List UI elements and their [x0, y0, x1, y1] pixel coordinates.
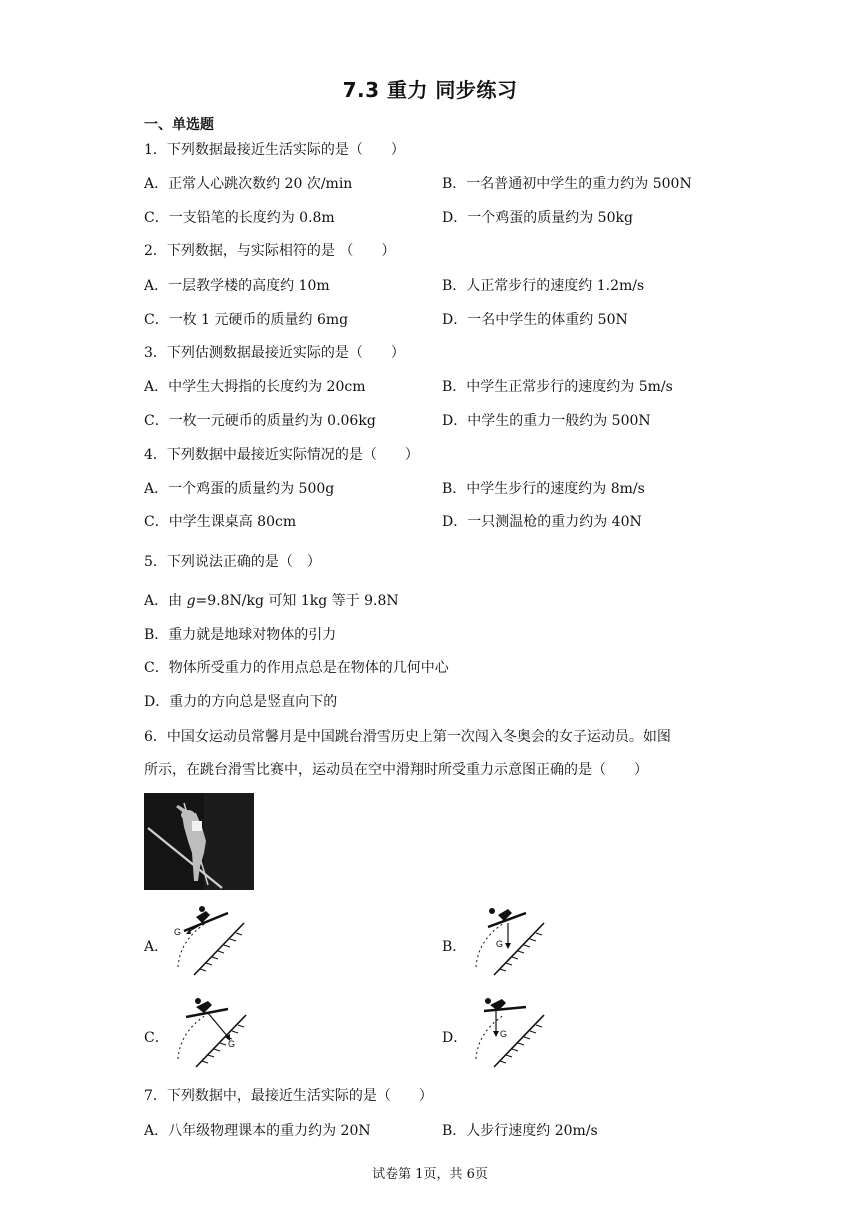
page-title: 7.3 重力 同步练习 [342, 78, 518, 102]
question-4-stem: 4．下列数据中最接近实际情况的是（ ） [144, 447, 419, 463]
question-4-option-d: D．一只测温枪的重力约为 40N [442, 514, 642, 530]
question-5-option-c: C．物体所受重力的作用点总是在物体的几何中心 [144, 660, 449, 676]
question-2-stem: 2．下列数据，与实际相符的是 （ ） [144, 243, 396, 259]
question-3-option-c: C．一枚一元硬币的质量约为 0.06kg [144, 413, 376, 429]
ski-jumper-photo [144, 793, 254, 890]
gravity-label-b: G [496, 939, 504, 949]
question-6-option-b-label: B． [442, 939, 467, 955]
question-2-option-d: D．一名中学生的体重约 50N [442, 312, 628, 328]
section-heading: 一、单选题 [144, 117, 214, 133]
gravity-label-d: G [500, 1029, 508, 1039]
question-4-option-c: C．中学生课桌高 80cm [144, 514, 297, 530]
option-a-gravity-diagram [166, 905, 256, 977]
question-5-stem: 5．下列说法正确的是（ ） [144, 554, 321, 570]
question-7-option-b: B．人步行速度约 20m/s [442, 1123, 598, 1139]
question-4-option-a: A．一个鸡蛋的质量约为 500g [144, 481, 335, 497]
option-d-gravity-diagram [462, 995, 552, 1069]
question-7-option-a: A．八年级物理课本的重力约为 20N [144, 1123, 371, 1139]
page-footer: 试卷第 1页，共 6页 [372, 1167, 488, 1182]
question-5-option-b: B．重力就是地球对物体的引力 [144, 627, 337, 643]
question-5-option-a-prefix: A．由 [144, 593, 187, 609]
question-1-option-a: A．正常人心跳次数约 20 次/min [144, 176, 353, 192]
option-c-gravity-diagram [166, 995, 256, 1069]
question-6-option-a-label: A． [144, 939, 169, 955]
question-2-option-a: A．一层教学楼的高度约 10m [144, 278, 330, 294]
question-1-option-d: D．一个鸡蛋的质量约为 50kg [442, 210, 633, 226]
gravity-label-a: G [174, 927, 182, 937]
question-3-stem: 3．下列估测数据最接近实际的是（ ） [144, 345, 405, 361]
question-1-stem: 1．下列数据最接近生活实际的是（ ） [144, 142, 405, 158]
question-6-stem-line1: 6．中国女运动员常馨月是中国跳台滑雪历史上第一次闯入冬奥会的女子运动员。如图 [144, 729, 671, 745]
gravity-symbol: g [186, 593, 196, 609]
question-3-option-b: B．中学生正常步行的速度约为 5m/s [442, 379, 673, 395]
question-2-option-b: B．人正常步行的速度约 1.2m/s [442, 278, 645, 294]
gravity-label-c: G [228, 1039, 236, 1049]
question-1-option-b: B．一名普通初中学生的重力约为 500N [442, 176, 692, 192]
question-3-option-a: A．中学生大拇指的长度约为 20cm [144, 379, 366, 395]
question-7-stem: 7．下列数据中，最接近生活实际的是（ ） [144, 1088, 433, 1104]
question-4-option-b: B．中学生步行的速度约为 8m/s [442, 481, 645, 497]
question-2-option-c: C．一枚 1 元硬币的质量约 6mg [144, 312, 349, 328]
question-1-option-c: C．一支铅笔的长度约为 0.8m [144, 210, 335, 226]
question-6-option-c-label: C． [144, 1030, 169, 1046]
question-5-option-a-suffix: =9.8N/kg 可知 1kg 等于 9.8N [195, 593, 399, 609]
question-5-option-d: D．重力的方向总是竖直向下的 [144, 694, 338, 710]
option-b-gravity-diagram [462, 905, 552, 977]
question-6-option-d-label: D． [442, 1030, 468, 1046]
question-5-option-a [144, 592, 399, 610]
question-3-option-d: D．中学生的重力一般约为 500N [442, 413, 651, 429]
question-6-stem-line2: 所示，在跳台滑雪比赛中，运动员在空中滑翔时所受重力示意图正确的是（ ） [144, 762, 648, 778]
